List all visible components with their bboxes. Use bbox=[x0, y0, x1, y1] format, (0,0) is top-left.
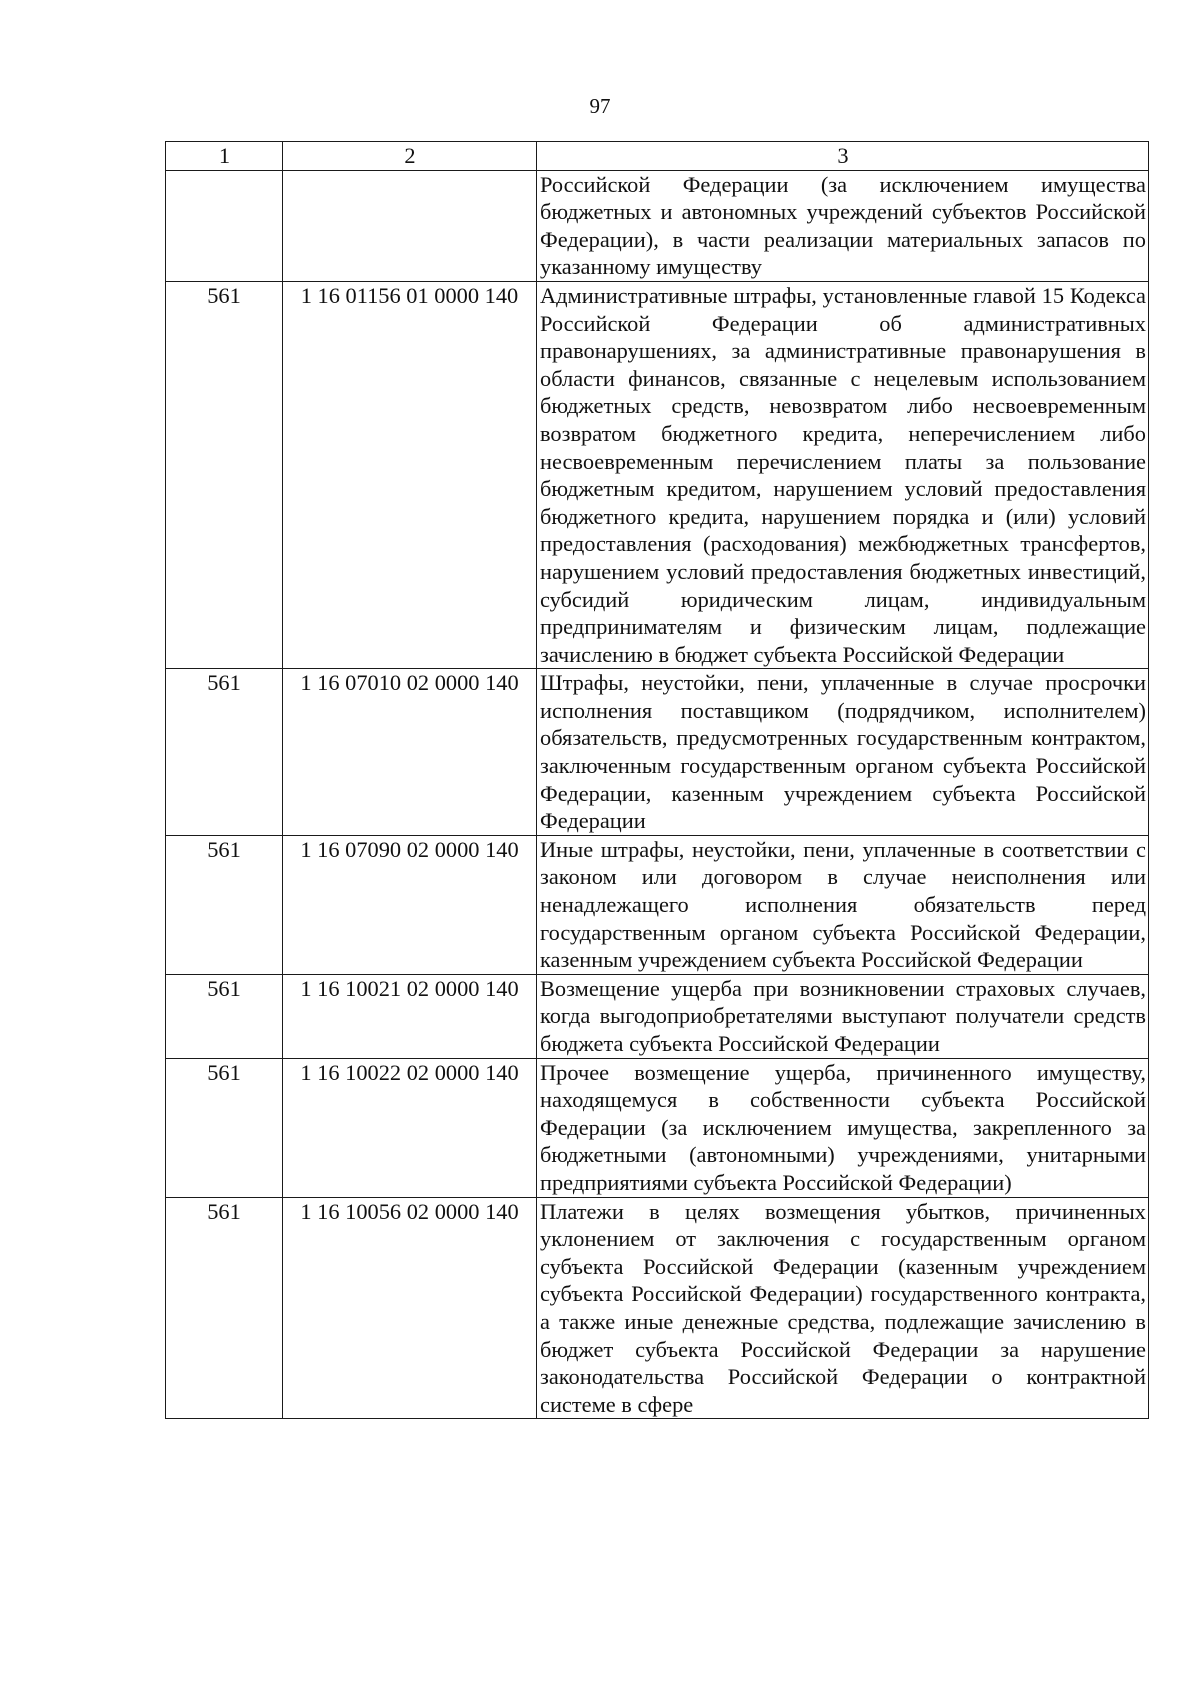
cell-admin-code: 561 bbox=[166, 974, 283, 1058]
table-row bbox=[166, 1197, 1149, 1419]
cell-revenue-code: 1 16 10056 02 0000 140 bbox=[283, 1197, 537, 1419]
table-row bbox=[166, 281, 1149, 668]
table-row bbox=[166, 835, 1149, 974]
cell-description: Российской Федерации (за исключением имущества бюджетных и автономных учреждений субъектов Российской Федерации), в части реализации материальных запасов по указанному имуществу bbox=[537, 170, 1149, 281]
cell-admin-code: 561 bbox=[166, 669, 283, 836]
cell-admin-code: 561 bbox=[166, 835, 283, 974]
cell-admin-code bbox=[166, 170, 283, 281]
revenue-codes-table bbox=[165, 141, 1149, 1419]
cell-admin-code: 561 bbox=[166, 1197, 283, 1419]
page-number: 97 bbox=[589, 94, 611, 118]
column-header-code: 2 bbox=[283, 142, 537, 171]
cell-description: Платежи в целях возмещения убытков, причиненных уклонением от заключения с государственным органом субъекта Российской Федерации (казенным учреждением субъекта Российской Федерации) государственного контракта, а также иные денежные средства, подлежащие зачислению в бюджет субъекта Российской Федерации за нарушение законодательства Российской Федерации о контрактной системе в сфере bbox=[537, 1197, 1149, 1419]
cell-description: Возмещение ущерба при возникновении страховых случаев, когда выгодоприобретателями выступают получатели средств бюджета субъекта Российской Федерации bbox=[537, 974, 1149, 1058]
table-row bbox=[166, 1058, 1149, 1197]
cell-admin-code: 561 bbox=[166, 281, 283, 668]
table-header-row bbox=[166, 142, 1149, 171]
cell-revenue-code bbox=[283, 170, 537, 281]
cell-description: Прочее возмещение ущерба, причиненного имуществу, находящемуся в собственности субъекта Российской Федерации (за исключением имущества, закрепленного за бюджетными (автономными) учреждениями, унитарными предприятиями субъекта Российской Федерации) bbox=[537, 1058, 1149, 1197]
column-header-description: 3 bbox=[537, 142, 1149, 171]
cell-description: Штрафы, неустойки, пени, уплаченные в случае просрочки исполнения поставщиком (подрядчиком, исполнителем) обязательств, предусмотренных государственным контрактом, заключенным государственным органом субъекта Российской Федерации, казенным учреждением субъекта Российской Федерации bbox=[537, 669, 1149, 836]
cell-description: Административные штрафы, установленные главой 15 Кодекса Российской Федерации об административных правонарушениях, за административные правонарушения в области финансов, связанные с нецелевым использованием бюджетных средств, невозвратом либо несвоевременным возвратом бюджетного кредита, неперечислением либо несвоевременным перечислением платы за пользование бюджетным кредитом, нарушением условий предоставления бюджетного кредита, нарушением порядка и (или) условий предоставления (расходования) межбюджетных трансфертов, нарушением условий предоставления бюджетных инвестиций, субсидий юридическим лицам, индивидуальным предпринимателям и физическим лицам, подлежащие зачислению в бюджет субъекта Российской Федерации bbox=[537, 281, 1149, 668]
cell-description: Иные штрафы, неустойки, пени, уплаченные в соответствии с законом или договором в случае неисполнения или ненадлежащего исполнения обязательств перед государственным органом субъекта Российской Федерации, казенным учреждением субъекта Российской Федерации bbox=[537, 835, 1149, 974]
cell-admin-code: 561 bbox=[166, 1058, 283, 1197]
column-header-admin: 1 bbox=[166, 142, 283, 171]
table-row bbox=[166, 669, 1149, 836]
cell-revenue-code: 1 16 07090 02 0000 140 bbox=[283, 835, 537, 974]
cell-revenue-code: 1 16 10022 02 0000 140 bbox=[283, 1058, 537, 1197]
table-row-continuation bbox=[166, 170, 1149, 281]
cell-revenue-code: 1 16 10021 02 0000 140 bbox=[283, 974, 537, 1058]
cell-revenue-code: 1 16 01156 01 0000 140 bbox=[283, 281, 537, 668]
table-row bbox=[166, 974, 1149, 1058]
cell-revenue-code: 1 16 07010 02 0000 140 bbox=[283, 669, 537, 836]
